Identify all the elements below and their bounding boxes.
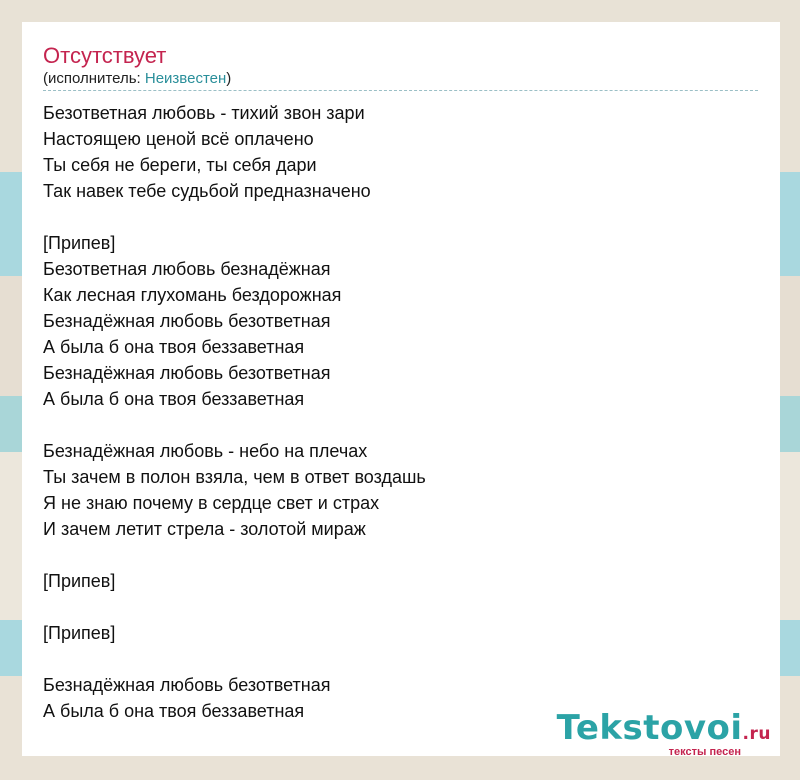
blank-line [43,204,758,230]
lyric-line: Безнадёжная любовь - небо на плечах [43,441,368,461]
lyric-line: А была б она твоя беззаветная [43,701,305,721]
lyric-line: А была б она твоя беззаветная [43,389,305,409]
lyric-line: [Припев] [43,571,116,591]
lyric-line: Безнадёжная любовь безответная [43,675,331,695]
lyric-line: А была б она твоя беззаветная [43,337,305,357]
logo-tagline: тексты песен [668,746,741,758]
lyric-line: [Припев] [43,623,116,643]
lyric-line: Безответная любовь - тихий звон зари [43,103,365,123]
artist-line [43,70,758,91]
blank-line [43,412,758,438]
artist-suffix: ) [226,70,232,87]
lyric-line: Безответная любовь безнадёжная [43,259,331,279]
song-title: Отсутствует [43,43,167,68]
logo-tld: .ru [742,724,771,744]
lyric-line: Безнадёжная любовь безответная [43,363,331,383]
blank-line [43,594,758,620]
lyric-line: Так навек тебе судьбой предназначено [43,181,371,201]
site-logo[interactable] [557,710,771,758]
lyric-line: Ты зачем в полон взяла, чем в ответ воздашь [43,467,426,487]
lyric-line: Как лесная глухомань бездорожная [43,285,342,305]
logo-name: Tekstovoi [556,708,743,748]
artist-link[interactable]: Неизвестен [144,70,227,87]
artist-prefix: (исполнитель: [43,70,145,87]
lyric-line: И зачем летит стрела - золотой мираж [43,519,366,539]
lyrics-text [43,100,758,724]
lyrics-card [22,22,780,756]
lyric-line: [Припев] [43,233,116,253]
blank-line [43,646,758,672]
lyric-line: Настоящею ценой всё оплачено [43,129,314,149]
blank-line [43,542,758,568]
lyric-line: Ты себя не береги, ты себя дари [43,155,317,175]
lyric-line: Безнадёжная любовь безответная [43,311,331,331]
lyric-line: Я не знаю почему в сердце свет и страх [43,493,380,513]
